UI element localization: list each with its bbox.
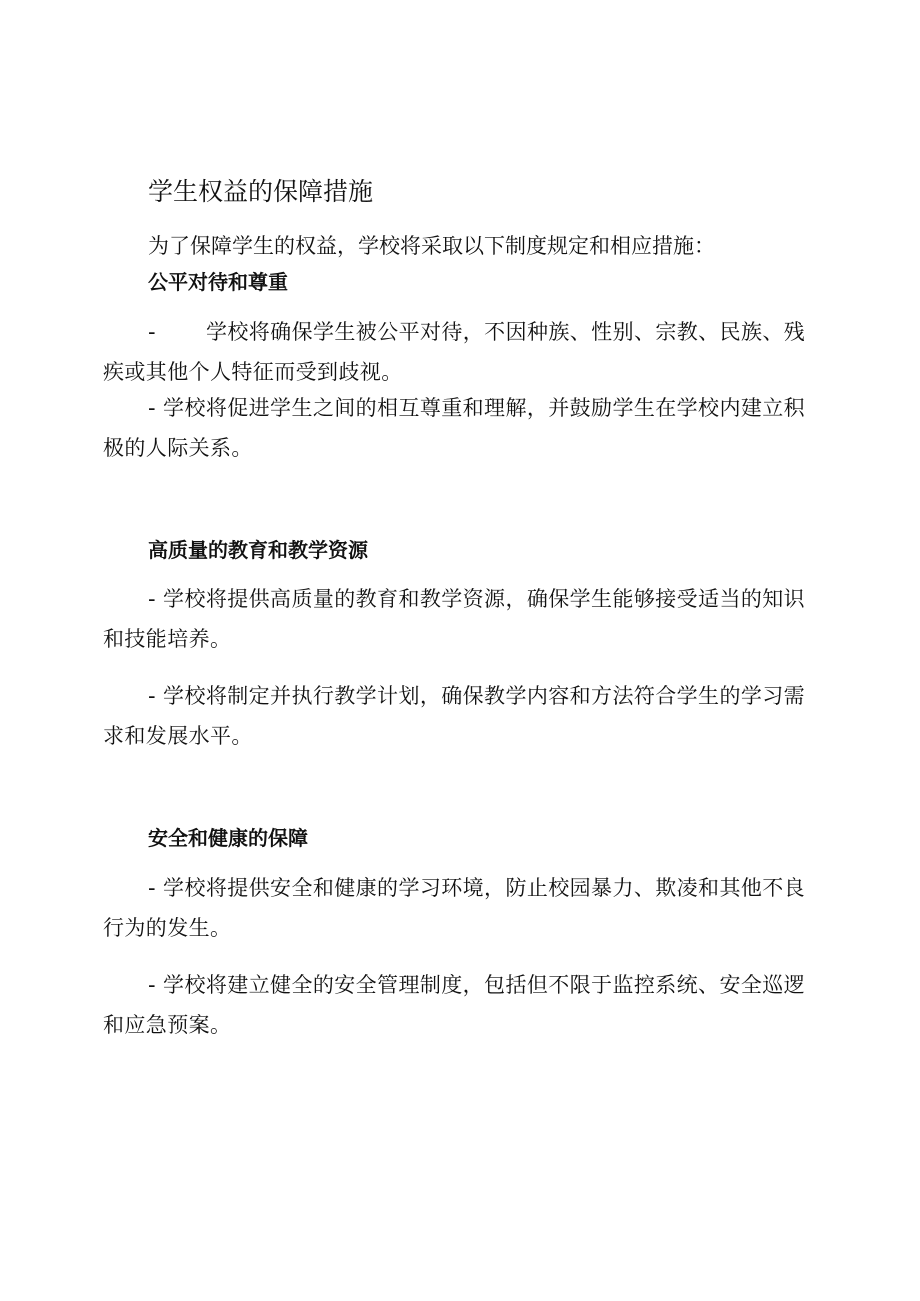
item-dash: - xyxy=(148,320,156,344)
intro-paragraph: 为了保障学生的权益，学校将采取以下制度规定和相应措施： xyxy=(148,234,715,258)
section-3-item-2: - 学校将建立健全的安全管理制度，包括但不限于监控系统、安全巡逻和应急预案。 xyxy=(103,973,806,1037)
section-1-item-2: - 学校将促进学生之间的相互尊重和理解，并鼓励学生在学校内建立积极的人际关系。 xyxy=(103,396,806,460)
item-text: 学校将确保学生被公平对待，不因种族、性别、宗教、民族、残疾或其他个人特征而受到歧视。 xyxy=(103,320,806,384)
section-2-item-2: - 学校将制定并执行教学计划，确保教学内容和方法符合学生的学习需求和发展水平。 xyxy=(103,684,806,748)
section-3-item-1: - 学校将提供安全和健康的学习环境，防止校园暴力、欺凌和其他不良行为的发生。 xyxy=(103,876,806,940)
section-2-item-1: - 学校将提供高质量的教育和教学资源，确保学生能够接受适当的知识和技能培养。 xyxy=(103,587,806,651)
section-1-item-1 xyxy=(103,312,818,392)
document-title: 学生权益的保障措施 xyxy=(148,177,374,206)
section-heading-education-resources: 高质量的教育和教学资源 xyxy=(148,538,368,562)
section-heading-safety-health: 安全和健康的保障 xyxy=(148,826,308,850)
section-heading-fair-treatment: 公平对待和尊重 xyxy=(148,270,288,294)
